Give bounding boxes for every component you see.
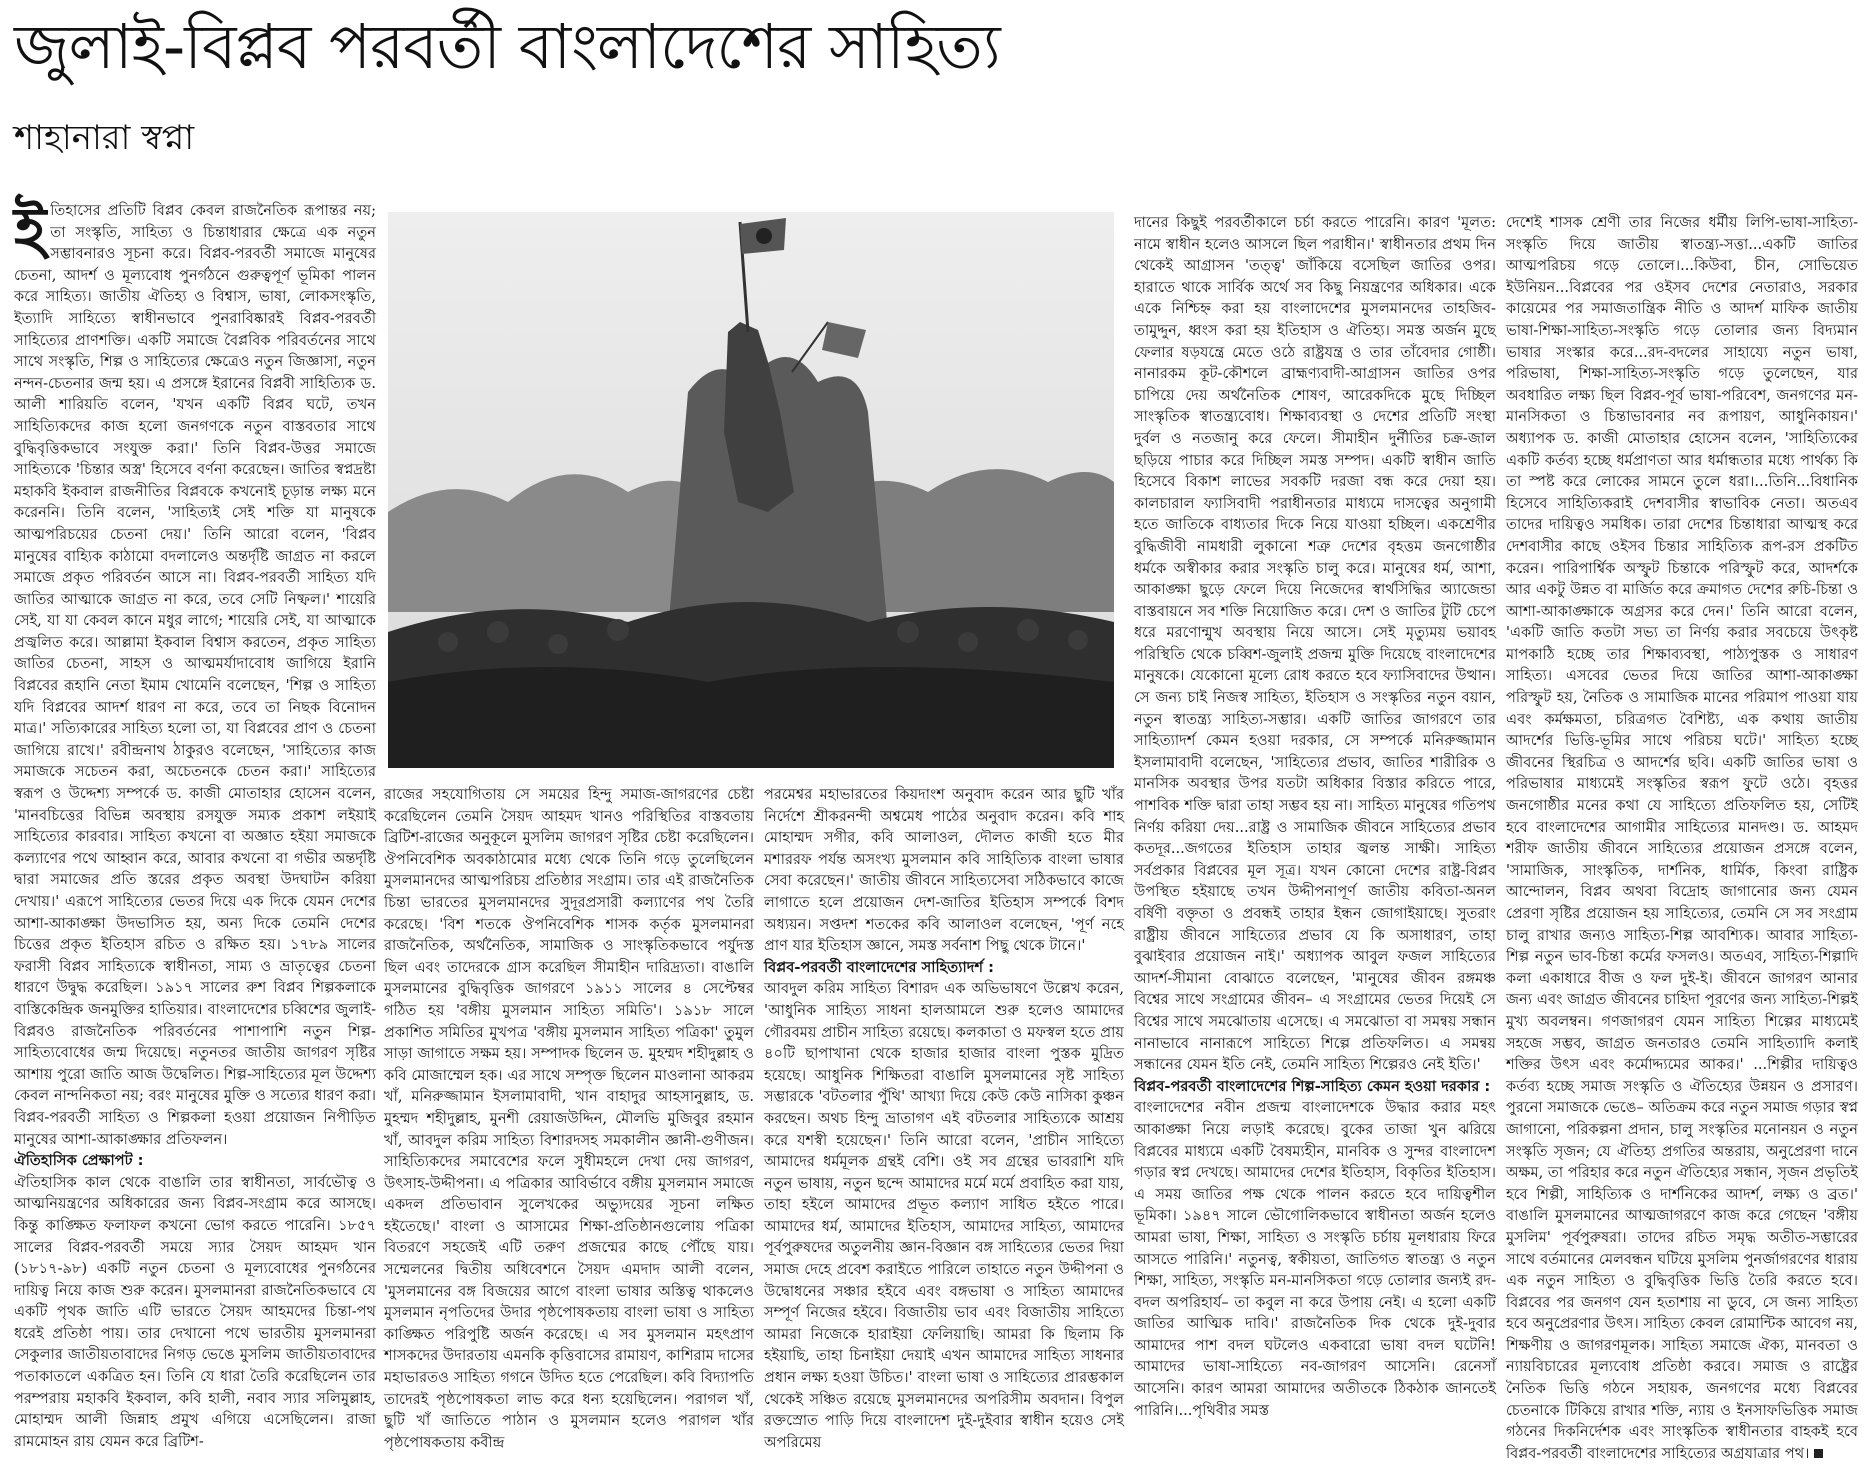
paragraph: ঐতিহাসিক কাল থেকে বাঙালি তার স্বাধীনতা, সার্বভৌত্ব ও আত্মনিয়ন্ত্রণের অধিকারের জন্য বিপ্লব-সংগ্রাম করে আসছে। কিন্তু কাঙ্ক্ষিত ফলাফল কখনো ভোগ করতে পারেনি। ১৮৫৭ সালের বিপ্লব-পরবর্তী সময়ে স্যার সৈয়দ আহমদ খান (১৮১৭-৯৮) একটি নতুন চেতনা ও মূল্যবোধের পুনর্গঠনের দায়িত্ব নিয়ে কাজ শুরু করেন। মুসলমানরা রাজনৈতিকভাবে যে একটি পৃথক জাতি এটি ভারতে সৈয়দ আহমদের চিন্তা-পথ ধরেই প্রতিষ্ঠা পায়। তার দেখানো পথে ভারতীয় মুসলমানরা সেকুলার জাতীয়তাবাদের নিগড় ভেঙে মুসলিম জাতীয়তাবাদের পতাকাতলে একত্রিত হন। তিনি যে ধারা তৈরি করেছিলেন তার পরম্পরায় মহাকবি ইকবাল, কবি হালী, নবাব স্যার সলিমুল্লাহ, মোহাম্মদ আলী জিন্নাহ প্রমুখ এগিয়ে এসেছিলেন। রাজা রামমোহন রায় যেমন করে ব্রিটিশ-	[14, 1173, 376, 1450]
paragraph: আবদুল করিম সাহিত্য বিশারদ এক অভিভাষণে উল্লেখ করেন, 'আধুনিক সাহিত্য সাধনা হালআমলে শুরু হলেও আমাদের গৌরবময় প্রাচীন সাহিত্য রয়েছে। কলকাতা ও মফস্বল হতে প্রায় ৪০টি ছাপাখানা থেকে হাজার হাজার বাংলা পুস্তক মুদ্রিত হয়েছে। আধুনিক শিক্ষিতরা বাঙালি মুসলমানের সৃষ্ট সাহিত্য সম্ভারকে 'বটতলার পুঁথি' আখ্যা দিয়ে কেউ কেউ নাসিকা কুঞ্চন করছেন। অথচ হিন্দু ভ্রাতাগণ এই বটতলার সাহিত্যকে আশ্রয় করে যশস্বী হয়েছেন।' তিনি আরো বলেন, 'প্রাচীন সাহিত্যে আমাদের ধর্মমূলক গ্রন্থই বেশি। ওই সব গ্রন্থের ভাবরাশি যদি নতুন ভাষায়, নতুন ছন্দে আমাদের মর্মে মর্মে প্রবাহিত করা যায়, তাহা হইলে আমাদের প্রভূত কল্যাণ সাধিত হইতে পারে। আমাদের ধর্ম, আমাদের ইতিহাস, আমাদের সাহিত্য, আমাদের পূর্বপুরুষদের অতুলনীয় জ্ঞান-বিজ্ঞান বঙ্গ সাহিত্যের ভেতর দিয়া সমাজ দেহে প্রবেশ করাইতে পারিলে তাহাতে নতুন উদ্দীপনা ও উদ্বোধনের সঞ্চার হইবে এবং বঙ্গভাষা ও সাহিত্য আমাদের সম্পূর্ণ নিজের হইবে। বিজাতীয় ভাব এবং বিজাতীয় সাহিত্যে আমরা নিজেকে হারাইয়া ফেলিয়াছি। আমরা কি ছিলাম কি হইয়াছি, তাহা চিনাইয়া দেয়াই এখন আমাদের সাহিত্য সাধনার প্রধান লক্ষ্য হওয়া উচিত।' বাংলা ভাষা ও সাহিত্যের প্রারম্ভকাল থেকেই সঞ্চিত রয়েছে মুসলমানদের অপরিসীম অবদান। বিপুল রক্তস্রোত পাড়ি দিয়ে বাংলাদেশ দুই-দুইবার স্বাধীন হয়েও সেই অপরিমেয়	[764, 980, 1124, 1451]
article-column-1	[14, 193, 376, 1450]
article-column-5	[1506, 212, 1858, 1462]
end-mark-icon	[1814, 1449, 1823, 1458]
section-heading: বিপ্লব-পরবর্তী বাংলাদেশের শিল্প-সাহিত্য কেমন হওয়া দরকার :	[1134, 1077, 1491, 1095]
paragraph	[14, 193, 376, 1150]
section-heading: বিপ্লব-পরবর্তী বাংলাদেশের সাহিত্যাদর্শ :	[764, 958, 994, 976]
drop-cap: ই	[14, 193, 47, 266]
byline: শাহানারা স্বপ্না	[14, 118, 195, 158]
crowd-photo-illustration	[388, 212, 1114, 768]
article-column-2	[384, 784, 754, 1451]
paragraph	[1506, 212, 1858, 1464]
paragraph: পরমেশ্বর মহাভারতের কিয়দাংশ অনুবাদ করেন আর ছুটি খাঁর নির্দেশে শ্রীকরনন্দী অশ্বমেধ পাঠের অনুবাদ করেন। কবি শাহ মোহাম্মদ সগীর, কবি আলাওল, দৌলত কাজী হতে মীর মশাররফ পর্যন্ত অসংখ্য মুসলমান কবি সাহিত্যিক বাংলা ভাষার সেবা করেছেন।' জাতীয় জীবনে সাহিত্যসেবা সঠিকভাবে কাজে লাগাতে হলে প্রয়োজন দেশ-জাতির ইতিহাস সম্পর্কে বিশদ অধ্যয়ন। সপ্তদশ শতকের কবি আলাওল বলেছেন, 'পূর্ণ নহে প্রাণ যার ইতিহাস জ্ঞানে, সমস্ত সর্বনাশ পিছু থেকে টানে।'	[764, 786, 1124, 955]
paragraph: দানের কিছুই পরবর্তীকালে চর্চা করতে পারেনি। কারণ 'মূলত: নামে স্বাধীন হলেও আসলে ছিল পরাধীন।' স্বাধীনতার প্রথম দিন থেকেই আগ্রাসন 'তত্ত্ব' জাঁকিয়ে বসেছিল জাতির ওপর। হারাতে থাকে সার্বিক অর্থে সব কিছু নিয়ন্ত্রণের অধিকার। একে একে নিশ্চিহ্ন করা হয় বাংলাদেশের মুসলমানদের তাহজিব-তামুদ্দুন, ধ্বংস করা হয় ইতিহাস ও ঐতিহ্য। সমস্ত অর্জন মুছে ফেলার ষড়যন্ত্রে মেতে ওঠে রাষ্ট্রযন্ত্র ও তার তাঁবেদার গোষ্ঠী। নানারকম কূট-কৌশলে ব্রাহ্মণ্যবাদী-আগ্রাসন জাতির ওপর চাপিয়ে দেয় অর্থনৈতিক শোষণ, আরেকদিকে মুছে দিচ্ছিল সাংস্কৃতিক স্বাতন্ত্র্যবোধ। শিক্ষাব্যবস্থা ও দেশের প্রতিটি সংস্থা দুর্বল ও নতজানু করে ফেলে। সীমাহীন দুর্নীতির চক্র-জাল ছড়িয়ে পাচার করে দিচ্ছিল সমস্ত সম্পদ। একটি স্বাধীন জাতি হিসেবে বিকাশ লাভের সবকটি দরজা বন্ধ করে দেয়া হয়। কালচারাল ফ্যাসিবাদী পরাধীনতার মাধ্যমে দাসত্বের অনুগামী হতে জাতিকে বাধ্যতার দিকে নিয়ে যাওয়া হচ্ছিল। একশ্রেণীর বুদ্ধিজীবী নামধারী লুকানো শত্রু দেশের বৃহত্তম জনগোষ্ঠীর ধর্মকে অস্বীকার করার সংস্কৃতি চালু করে। মানুষের ধর্ম, আশা, আকাঙ্ক্ষা ছুড়ে ফেলে দিয়ে নিজেদের স্বার্থসিদ্ধির অ্যাজেন্ডা বাস্তবায়নে সব শক্তি নিয়োজিত করে। দেশ ও জাতির টুটি চেপে ধরে মরণোন্মুখ অবস্থায় নিয়ে আসে। সেই মৃত্যুময় ভয়াবহ পরিস্থিতি থেকে চব্বিশ-জুলাই প্রজন্ম মুক্তি দিয়েছে বাংলাদেশের মানুষকে। যেকোনো মূল্যে রোধ করতে হবে ফ্যাসিবাদের উত্থান। সে জন্য চাই নিজস্ব সাহিত্য, ইতিহাস ও সংস্কৃতির নতুন বয়ান, নতুন স্বাতন্ত্র্য সাহিত্য-সম্ভার। একটি জাতির জাগরণে তার সাহিত্যাদর্শ কেমন হওয়া দরকার, সে সম্পর্কে মনিরুজ্জামান ইসলামাবাদী বলেছেন, 'সাহিত্যের প্রভাব, জাতির শারীরিক ও মানসিক অবস্থার উপর যতটা অধিকার বিস্তার করিতে পারে, পাশবিক শক্তি দ্বারা তাহা সম্ভব হয় না। সাহিত্য মানুষের গতিপথ নির্ণয় করিয়া দেয়...রাষ্ট্র ও সামাজিক জীবনে সাহিত্যের প্রভাব কতদূর...জগতের ইতিহাস তাহার জ্বলন্ত সাক্ষী। সাহিত্য সর্বপ্রকার বিপ্লবের মূল সূত্র। যখন কোনো দেশের রাষ্ট্র-বিপ্লব উপস্থিত হইয়াছে তখন উদ্দীপনাপূর্ণ জাতীয় কবিতা-অনল বর্ষিণী বক্তৃতা ও প্রবন্ধই তাহার ইন্ধন জোগাইয়াছে। সুতরাং রাষ্ট্রীয় জীবনে সাহিত্যের প্রভাব যে কি অসাধারণ, তাহা বুঝাইবার প্রয়োজন নাই।' অধ্যাপক আবুল ফজল সাহিত্যের আদর্শ-সীমানা বোঝাতে বলেছেন, 'মানুষের জীবন রঙ্গমঞ্চ বিশ্বের সাথে সংগ্রামের জীবন– এ সংগ্রামের ভেতর দিয়েই সে বিশ্বের সাথে সমঝোতায় এসেছে। এ সমঝোতা বা সমন্বয় সন্ধান নানাভাবে নানারূপে সাহিত্যে শিল্পে প্রতিফলিত। এ সমন্বয় সন্ধানের যেমন ইতি নেই, তেমনি সাহিত্য শিল্পেরও নেই ইতি।'	[1134, 214, 1496, 1074]
paragraph: রাজের সহযোগিতায় সে সময়ের হিন্দু সমাজ-জাগরণের চেষ্টা করেছিলেন তেমনি সৈয়দ আহমদ খানও পরিস্থিতির বাস্তবতায় ব্রিটিশ-রাজের অনুকূলে মুসলিম জাগরণ সৃষ্টির চেষ্টা করেছিলেন। ঔপনিবেশিক অবকাঠামোর মধ্যে থেকে তিনি গড়ে তুলেছিলেন মুসলমানদের আত্মপরিচয় প্রতিষ্ঠার সংগ্রাম। তার এই রাজনৈতিক চিন্তা ভারতের মুসলমানদের সুদূরপ্রসারী কল্যাণের পথ তৈরি করেছে। 'বিশ শতকে ঔপনিবেশিক শাসক কর্তৃক মুসলমানরা রাজনৈতিক, অর্থনৈতিক, সামাজিক ও সাংস্কৃতিকভাবে পর্যুদস্ত ছিল এবং তাদেরকে গ্রাস করেছিল সীমাহীন দারিদ্র্যতা। বাঙালি মুসলমানের বুদ্ধিবৃত্তিক জাগরণে ১৯১১ সালের ৪ সেপ্টেম্বর গঠিত হয় 'বঙ্গীয় মুসলমান সাহিত্য সমিতি'। ১৯১৮ সালে প্রকাশিত সমিতির মুখপত্র 'বঙ্গীয় মুসলমান সাহিত্য পত্রিকা' তুমুল সাড়া জাগাতে সক্ষম হয়। সম্পাদক ছিলেন ড. মুহম্মদ শহীদুল্লাহ ও কবি মোজাম্মেল হক। এর সাথে সম্পৃক্ত ছিলেন মাওলানা আকরম খাঁ, মনিরুজ্জামান ইসলামাবাদী, খান বাহাদুর আহসানুল্লাহ, ড. মুহম্মদ শহীদুল্লাহ, মুনশী রেয়াজউদ্দিন, মৌলভি মুজিবুর রহমান খাঁ, আবদুল করিম সাহিত্য বিশারদসহ সমকালীন জ্ঞানী-গুণীজন। সাহিত্যিকদের সমাবেশের ফলে সুধীমহলে দেখা দেয় জাগরণ, উৎসাহ-উদ্দীপনা। এ পত্রিকার আবির্ভাবে বঙ্গীয় মুসলমান সমাজে একদল প্রতিভাবান সুলেখকের অভ্যুদয়ের সূচনা লক্ষিত হইতেছে।' বাংলা ও আসামের শিক্ষা-প্রতিষ্ঠানগুলোয় পত্রিকা বিতরণে সহজেই এটি তরুণ প্রজন্মের কাছে পৌঁছে যায়। সম্মেলনের দ্বিতীয় অধিবেশনে সৈয়দ এমদাদ আলী বলেন, 'মুসলমানের বঙ্গ বিজয়ের আগে বাংলা ভাষার অস্তিত্ব থাকলেও মুসলমান নৃপতিদের উদার পৃষ্ঠপোষকতায় বাংলা ভাষা ও সাহিত্য কাঙ্ক্ষিত পরিপুষ্টি অর্জন করেছে। এ সব মুসলমান মহৎপ্রাণ শাসকদের উদারতায় এমনকি কৃত্তিবাসের রামায়ণ, কাশিরাম দাসের মহাভারতও সাহিত্য গগনে উদিত হতে পেরেছিল। কবি বিদ্যাপতি তাদেরই পৃষ্ঠপোষকতা লাভ করে ধন্য হয়েছিলেন। পরাগল খাঁ, ছুটি খাঁ জাতিতে পাঠান ও মুসলমান হলেও পরাগল খাঁর পৃষ্ঠপোষকতায় কবীন্দ্র	[384, 786, 754, 1451]
section-heading: ঐতিহাসিক প্রেক্ষাপট :	[14, 1152, 144, 1170]
news-photo	[388, 212, 1114, 768]
paragraph: বাংলাদেশের নবীন প্রজন্ম বাংলাদেশকে উদ্ধার করার মহৎ আকাঙ্ক্ষা নিয়ে লড়াই করেছে। বুকের তাজা খুন ঝরিয়ে বিপ্লবের মাধ্যমে একটি বৈষম্যহীন, মানবিক ও সুন্দর বাংলাদেশ গড়ার স্বপ্ন দেখছে। আমাদের দেশের ইতিহাস, বিকৃতির ইতিহাস। এ সময় জাতির পক্ষ থেকে পালন করতে হবে দায়িত্বশীল ভূমিকা। ১৯৪৭ সালে ভৌগোলিকভাবে স্বাধীনতা অর্জন হলেও আমরা ভাষা, শিক্ষা, সাহিত্য ও সংস্কৃতি চর্চায় মূলধারায় ফিরে আসতে পারিনি।' নতুনত্ব, স্বকীয়তা, জাতিগত স্বাতন্ত্র্য ও নতুন শিক্ষা, সাহিত্য, সংস্কৃতি মন-মানসিকতা গড়ে তোলার জন্যই রদ-বদল অপরিহার্য– তা কবুল না করে উপায় নেই। এ হলো একটি জাতির আত্মিক দাবি।' রাজনৈতিক দিক থেকে দুই-দুবার আমাদের পাশ বদল ঘটলেও একবারো ভাষা বদল ঘটেনি! আমাদের ভাষা-সাহিত্যে নব-জাগরণ আসেনি। রেনেসাঁ আসেনি। কারণ আমরা আমাদের অতীতকে ঠিকঠাক জানতেই পারিনি।...পৃথিবীর সমস্ত	[1134, 1099, 1496, 1419]
article-column-4	[1134, 212, 1496, 1434]
paragraph-text: দেশেই শাসক শ্রেণী তার নিজের ধর্মীয় লিপি-ভাষা-সাহিত্য-সংস্কৃতি দিয়ে জাতীয় স্বাতন্ত্র্য-সত্তা...একটি জাতির আত্মপরিচয় গড়ে তোলে।...কিউবা, চীন, সোভিয়েত ইউনিয়ন...বিপ্লবের পর ওইসব দেশের নেতারাও, সরকার কায়েমের পর সমাজতান্ত্রিক নীতি ও আদর্শ মাফিক জাতীয় ভাষা-শিক্ষা-সাহিত্য-সংস্কৃতি গড়ে তোলার জন্য বিদ্যমান ভাষার সংস্কার করে...রদ-বদলের সাহায্যে নতুন ভাষা, পরিভাষা, শিক্ষা-সাহিত্য-সংস্কৃতি গড়ে তুলেছেন, যার অবধারিত লক্ষ্য ছিল বিপ্লব-পূর্ব ভাষা-পরিবেশ, জনগণের মন-মানসিকতা ও চিন্তাভাবনার নব রূপায়ণ, আধুনিকায়ন।' অধ্যাপক ড. কাজী মোতাহার হোসেন বলেন, 'সাহিত্যিকের একটি কর্তব্য হচ্ছে ধর্মপ্রাণতা আর ধর্মান্ধতার মধ্যে পার্থক্য কি তা স্পষ্ট করে লোকের সামনে তুলে ধরা।...তিনি...বিধানিক হিসেবে সাহিত্যিকরাই দেশবাসীর স্বাভাবিক নেতা। অতএব তাদের দায়িত্বও সমধিক। তারা দেশের চিন্তাধারা আত্মস্থ করে দেশবাসীর কাছে ওইসব চিন্তার সাহিত্যিক রূপ-রস প্রকটিত করেন। পারিপার্শ্বিক অস্ফুট চিন্তাকে পরিস্ফুট করে, আদর্শকে আর একটু উন্নত বা মার্জিত করে ক্রমাগত দেশের রুচি-চিন্তা ও আশা-আকাঙ্ক্ষাকে অগ্রসর করে দেন।' তিনি আরো বলেন, 'একটি জাতি কতটা সভ্য তা নির্ণয় করার সবচেয়ে উৎকৃষ্ট মাপকাঠি হচ্ছে তার শিক্ষাব্যবস্থা, পাঠ্যপুস্তক ও সাধারণ সাহিত্য। এসবের ভেতর দিয়ে জাতির আশা-আকাঙ্ক্ষা পরিস্ফুট হয়, নৈতিক ও সামাজিক মানের পরিমাপ পাওয়া যায় এবং কর্মক্ষমতা, চরিত্রগত বৈশিষ্ট্য, এক কথায় জাতীয় আদর্শের ভিত্তি-ভূমির সাথে পরিচয় ঘটে।' সাহিত্য হচ্ছে জীবনের স্থিরচিত্র ও আদর্শের ছবি। একটি জাতির ভাষা ও পরিভাষার মাধ্যমেই সংস্কৃতির স্বরূপ ফুটে ওঠে। বৃহত্তর জনগোষ্ঠীর মনের কথা যে সাহিত্যে প্রতিফলিত হয়, সেটিই হবে বাংলাদেশের আগামীর সাহিত্যের মানদণ্ড। ড. আহমদ শরীফ জাতীয় জীবনে সাহিত্যের প্রয়োজন প্রসঙ্গে বলেন, 'সামাজিক, সাংস্কৃতিক, দার্শনিক, ধার্মিক, কিংবা রাষ্ট্রিক আন্দোলন, বিপ্লব অথবা বিদ্রোহ জাগানোর জন্য যেমন প্রেরণা সৃষ্টির প্রয়োজন হয় সাহিত্যের, তেমনি সে সব সংগ্রাম চালু রাখার জন্যও সাহিত্য-শিল্প আবশ্যিক। আবার সাহিত্য-শিল্প নতুন ভাব-চিন্তা কর্মের ফসলও। অতএব, সাহিত্য-শিল্পাদি কলা একাধারে বীজ ও ফল দুই-ই। জীবনে জাগরণ আনার জন্য এবং জাগ্রত জীবনের চাহিদা পূরণের জন্য সাহিত্য-শিল্পই মুখ্য অবলম্বন। গণজাগরণ যেমন সাহিত্য শিল্পের মাধ্যমেই সহজে সম্ভব, জাগ্রত জনতারও তেমনি সাহিত্যাদি কলাই শক্তির উৎস এবং কর্মোদ্দ্যমের আকর।' ...শিল্পীর দায়িত্বও কর্তব্য হচ্ছে সমাজ সংস্কৃতি ও ঐতিহ্যের উন্নয়ন ও প্রসারণ। পুরনো সমাজকে ভেঙে– অতিক্রম করে নতুন সমাজ গড়ার স্বপ্ন জাগানো, পরিকল্পনা প্রদান, চালু সংস্কৃতির মনোনয়ন ও নতুন সংস্কৃতি সৃজন; যে ঐতিহ্য প্রগতির অন্তরায়, অনুপ্রেরণা দানে অক্ষম, তা পরিহার করে নতুন ঐতিহ্যের সন্ধান, সৃজন প্রভৃতিই হবে শিল্পী, সাহিত্যিক ও দার্শনিকের আদর্শ, লক্ষ্য ও ব্রত।' বাঙালি মুসলমানের আত্মজাগরণে কাজ করে গেছেন 'বঙ্গীয় মুসলিম' পূর্বপুরুষরা। তাদের রচিত সমৃদ্ধ অতীত-সম্ভারের সাথে বর্তমানের মেলবন্ধন ঘটিয়ে মুসলিম পুনর্জাগরণের ধারায় এক নতুন সাহিত্য ও বুদ্ধিবৃত্তিক ভিত্তি তৈরি করতে হবে। বিপ্লবের পর জনগণ যেন হতাশায় না ডুবে, সে জন্য সাহিত্য হবে অনুপ্রেরণার উৎস। সাহিত্য কেবল রোমান্টিক আবেগ নয়, শিক্ষণীয় ও জাগরণমূলক। সাহিত্য সমাজে ঐক্য, মানবতা ও ন্যায়বিচারের মূল্যবোধ প্রতিষ্ঠা করবে। সমাজ ও রাষ্ট্রের নৈতিক ভিত্তি গঠনে সহায়ক, জনগণের মধ্যে বিপ্লবের চেতনাকে টিকিয়ে রাখার শক্তি, ন্যায় ও ইনসাফভিত্তিক সমাজ গঠনের দিকনির্দেশক এবং সাংস্কৃতিক স্বাধীনতার বাহকই হবে বিপ্লব-পরবর্তী বাংলাদেশের সাহিত্যের অগ্রযাত্রার পথ।	[1506, 214, 1858, 1462]
paragraph-text: তিহাসের প্রতিটি বিপ্লব কেবল রাজনৈতিক রূপান্তর নয়; তা সংস্কৃতি, সাহিত্য ও চিন্তাধারার ক্ষেত্রে এক নতুন সম্ভাবনারও সূচনা করে। বিপ্লব-পরবর্তী সমাজে মানুষের চেতনা, আদর্শ ও মূল্যবোধ পুনর্গঠনে গুরুত্বপূর্ণ ভূমিকা পালন করে সাহিত্য। জাতীয় ঐতিহ্য ও বিশ্বাস, ভাষা, লোকসংস্কৃতি, ইত্যাদি সাহিত্যে স্বাধীনভাবে পুনরাবিষ্কারই বিপ্লব-পরবর্তী সাহিত্যের প্রাণশক্তি। একটি সমাজে বৈপ্লবিক পরিবর্তনের সাথে সাথে সংস্কৃতি, শিল্প ও সাহিত্যের ক্ষেত্রেও নতুন জিজ্ঞাসা, নতুন নন্দন-চেতনার জন্ম হয়। এ প্রসঙ্গে ইরানের বিপ্লবী সাহিত্যিক ড. আলী শারিয়তি বলেন, 'যখন একটি বিপ্লব ঘটে, তখন সাহিত্যিকদের কাজ হলো জনগণকে নতুন বাস্তবতার সাথে বুদ্ধিবৃত্তিকভাবে সংযুক্ত করা।' তিনি বিপ্লব-উত্তর সমাজে সাহিত্যকে 'চিন্তার অস্ত্র' হিসেবে বর্ণনা করেছেন। জাতির স্বপ্নদ্রষ্টা মহাকবি ইকবাল রাজনীতির বিপ্লবকে কখনোই চূড়ান্ত লক্ষ্য মনে করেননি। তিনি বলেন, 'সাহিত্যই সেই শক্তি যা মানুষকে আত্মপরিচয়ের চেতনা দেয়।' তিনি আরো বলেন, 'বিপ্লব মানুষের বাহ্যিক কাঠামো বদলালেও অন্তর্দৃষ্টি জাগ্রত না করলে সমাজে প্রকৃত পরিবর্তন আসে না। বিপ্লব-পরবর্তী সাহিত্য যদি জাতির আত্মাকে জাগ্রত না করে, তবে সেটি নিষ্ফল।' শায়েরি সেই, যা যা কেবল কানে মধুর লাগে; শায়েরি সেই, যা আত্মাকে প্রজ্বলিত করে। আল্লামা ইকবাল বিশ্বাস করতেন, প্রকৃত সাহিত্য জাতির চেতনা, সাহস ও আত্মমর্যাদাবোধ জাগিয়ে ইরানি বিপ্লবের রূহানি নেতা ইমাম খোমেনি বলেছেন, 'শিল্প ও সাহিত্য যদি বিপ্লবের আদর্শ ধারণ না করে, তবে তা নিছক বিনোদন মাত্র।' সত্যিকারের সাহিত্য হলো তা, যা বিপ্লবের প্রাণ ও চেতনা জাগিয়ে রাখে।' রবীন্দ্রনাথ ঠাকুরও বলেছেন, 'সাহিত্যের কাজ সমাজকে সচেতন করা, অচেতনকে চেতন করা।' সাহিত্যের স্বরূপ ও উদ্দেশ্য সম্পর্কে ড. কাজী মোতাহার হোসেন বলেন, 'মানবচিত্তের বিভিন্ন অবস্থায় রসযুক্ত সম্যক প্রকাশ লইয়াই সাহিত্যের কারবার। সাহিত্য কখনো বা অজ্ঞাত হইয়া সমাজকে কল্যাণের পথে আহ্বান করে, আবার কখনো বা গভীর অন্তর্দৃষ্টি দ্বারা সমাজের প্রতি স্তরের প্রকৃত অবস্থা উদঘাটন করিয়া দেখায়।' এরূপে সাহিত্যের ভেতর দিয়ে এক দিকে যেমন দেশের আশা-আকাঙ্ক্ষা উদভাসিত হয়, অন্য দিকে তেমনি দেশের চিত্তের প্রকৃত ইতিহাস রচিত ও রক্ষিত হয়। ১৭৮৯ সালের ফরাসী বিপ্লব সাহিত্যকে স্বাধীনতা, সাম্য ও ভ্রাতৃত্বের চেতনা ধারণে উদ্বুদ্ধ করেছিল। ১৯১৭ সালের রুশ বিপ্লব শিল্পকলাকে বাস্তিকেন্দ্রিক জনমুক্তির হাতিয়ার। বাংলাদেশের চব্বিশের জুলাই-বিপ্লবও রাজনৈতিক পরিবর্তনের পাশাপাশি নতুন শিল্প-সাহিত্যবোধের জন্ম দিয়েছে। নতুনতর জাতীয় জাগরণ সৃষ্টির আশায় পুরো জাতি আজ উদ্বেলিত। শিল্প-সাহিত্যের মূল উদ্দেশ্য কেবল নান্দনিকতা নয়; বরং মানুষের মুক্তি ও সত্যের ধারণ করা। বিপ্লব-পরবর্তী সাহিত্য ও শিল্পকলা হওয়া প্রয়োজন নিপীড়িত মানুষের আশা-আকাঙ্ক্ষার প্রতিফলন।	[14, 202, 376, 1148]
headline: জুলাই-বিপ্লব পরবর্তী বাংলাদেশের সাহিত্য	[14, 10, 1000, 83]
article-column-3	[764, 784, 1124, 1451]
